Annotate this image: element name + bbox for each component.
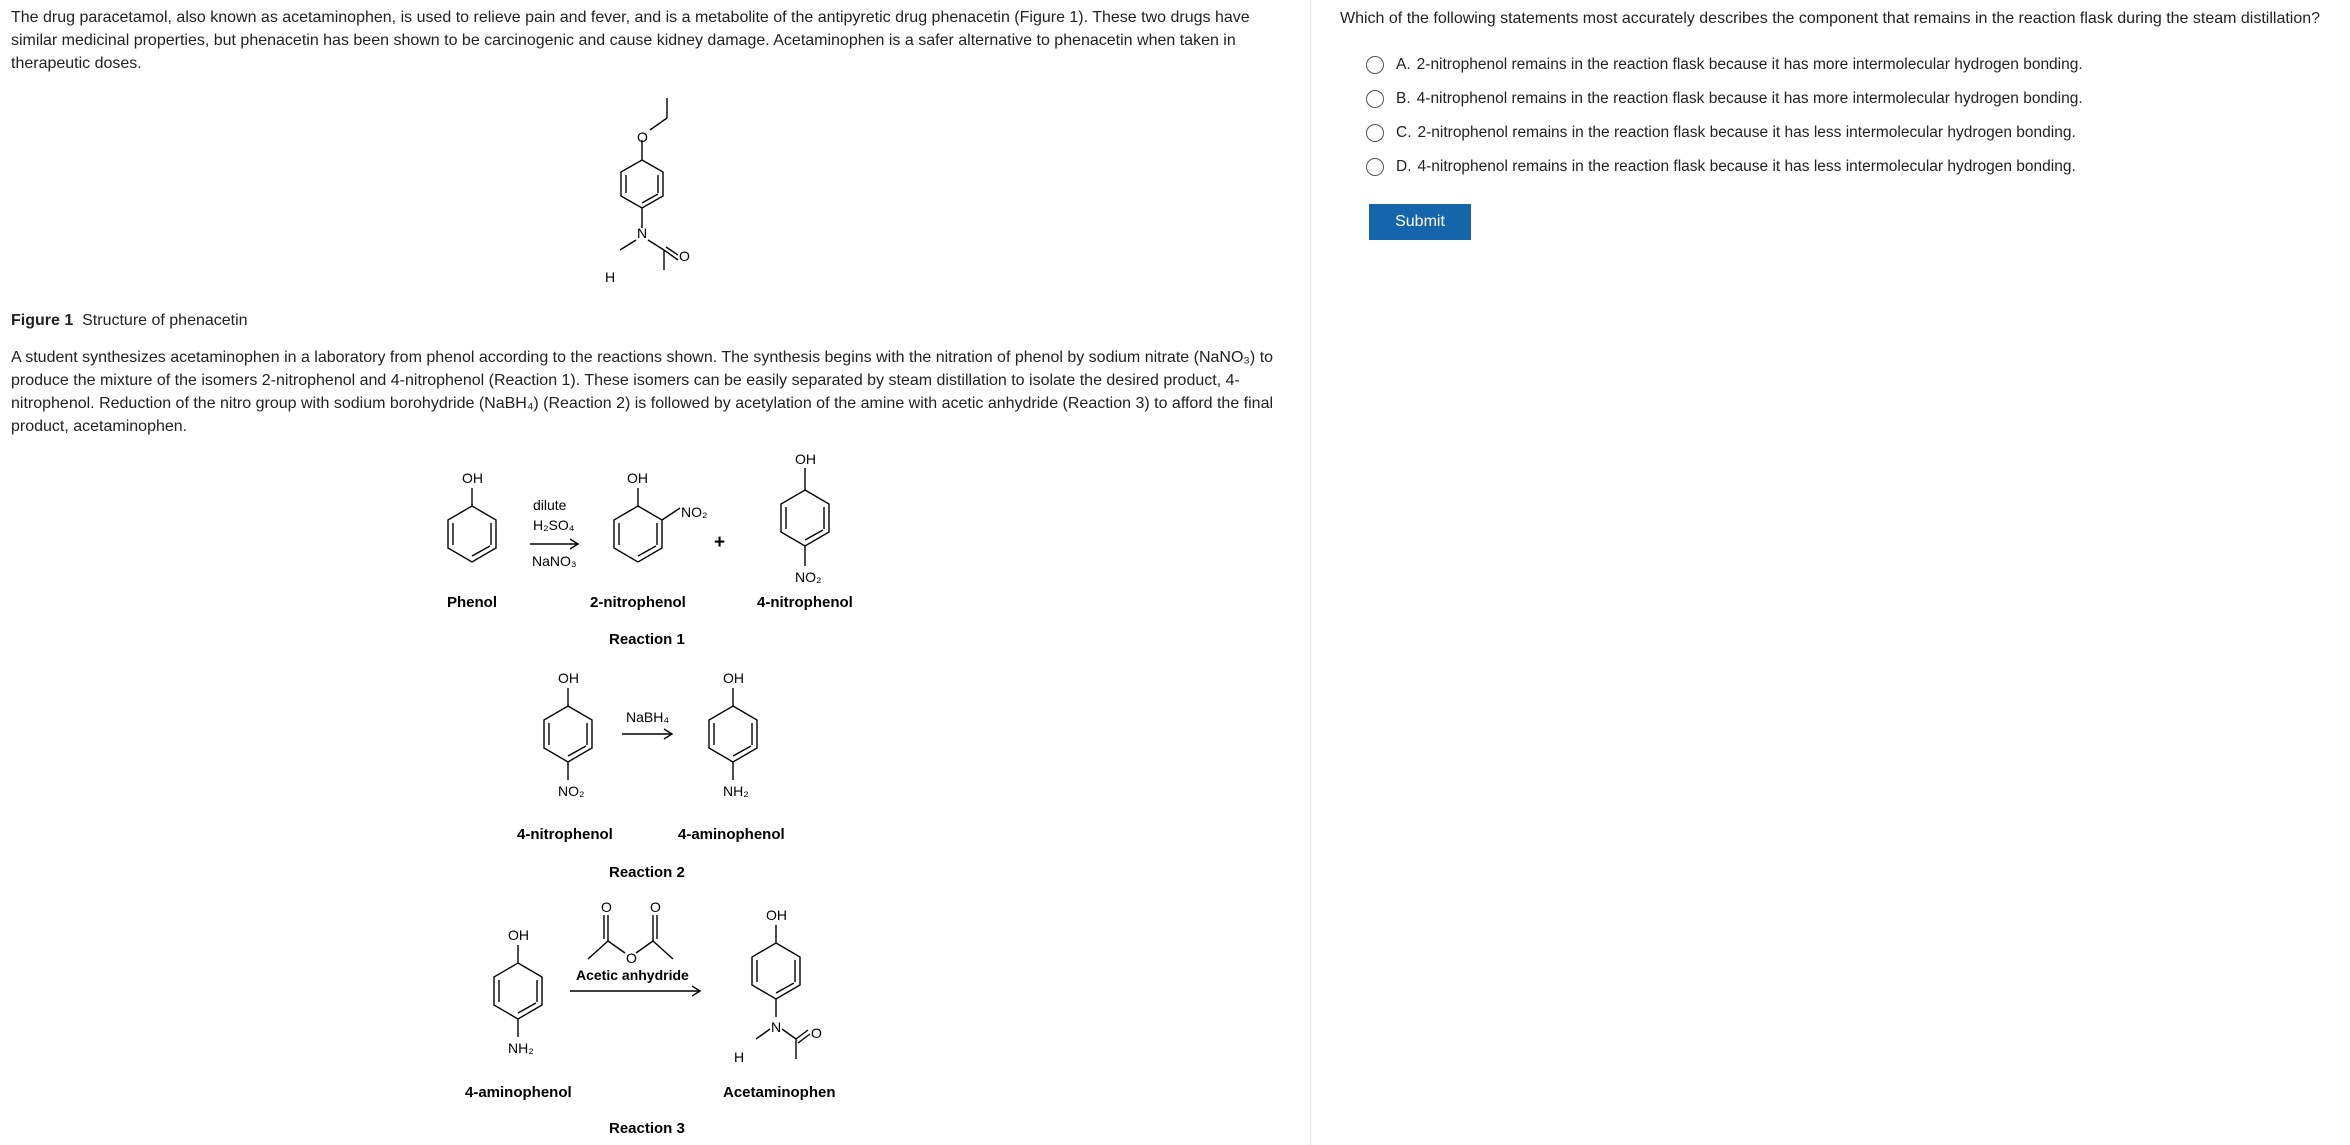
oh-label: OH bbox=[508, 927, 529, 943]
radio-button[interactable] bbox=[1366, 90, 1384, 108]
nh2-label: NH₂ bbox=[508, 1040, 534, 1056]
no2-label: NO₂ bbox=[558, 783, 585, 799]
reaction-1-scheme bbox=[430, 450, 880, 660]
oh-label: OH bbox=[766, 907, 787, 923]
oh-label: OH bbox=[558, 670, 579, 686]
atom-label: H bbox=[605, 269, 616, 285]
intro-line: therapeutic doses. bbox=[11, 55, 142, 72]
compound-name: Acetaminophen bbox=[723, 1084, 836, 1101]
synthesis-line: produce the mixture of the isomers 2-nitrophenol and 4-nitrophenol (Reaction 1). These isomers can be easily separated by steam distillation to isolate the desired product, 4- bbox=[11, 372, 1240, 389]
atom-label: N bbox=[771, 1019, 782, 1035]
figure-label: Figure 1 bbox=[11, 312, 74, 329]
question-text: Which of the following statements most accurately describes the component that remains in the reaction flask during the steam distillation? bbox=[1340, 10, 2321, 27]
reaction-2-scheme bbox=[500, 662, 820, 882]
option-text: 4-nitrophenol remains in the reaction flask because it has less intermolecular hydrogen bonding. bbox=[1417, 158, 2076, 175]
atom-label: O bbox=[626, 950, 637, 966]
nh2-label: NH₂ bbox=[723, 783, 749, 799]
reaction-title: Reaction 1 bbox=[609, 631, 685, 648]
radio-button[interactable] bbox=[1366, 124, 1384, 142]
submit-button[interactable]: Submit bbox=[1369, 204, 1471, 240]
phenacetin-structure bbox=[590, 90, 720, 295]
option-letter: A. bbox=[1396, 56, 1411, 73]
option-letter: D. bbox=[1396, 158, 1412, 175]
compound-name: 2-nitrophenol bbox=[590, 594, 686, 611]
oh-label: OH bbox=[462, 470, 483, 486]
radio-button[interactable] bbox=[1366, 56, 1384, 74]
panel-divider bbox=[1310, 0, 1311, 1145]
answer-option-c[interactable] bbox=[1366, 120, 2076, 146]
reagent-label: NaNO₃ bbox=[532, 553, 577, 569]
atom-label: O bbox=[637, 129, 648, 145]
oh-label: OH bbox=[627, 470, 648, 486]
question-panel bbox=[1340, 0, 2340, 1145]
compound-name: Phenol bbox=[447, 594, 498, 611]
compound-name: 4-nitrophenol bbox=[517, 826, 613, 843]
reaction-title: Reaction 2 bbox=[609, 864, 685, 881]
answer-option-a[interactable] bbox=[1366, 52, 2083, 78]
option-letter: B. bbox=[1396, 90, 1411, 107]
option-text: 4-nitrophenol remains in the reaction flask because it has more intermolecular hydrogen bonding. bbox=[1416, 90, 2083, 107]
oh-label: OH bbox=[795, 451, 816, 467]
reagent-label: Acetic anhydride bbox=[576, 967, 689, 983]
atom-label: O bbox=[650, 899, 661, 915]
reaction-title: Reaction 3 bbox=[609, 1120, 685, 1137]
atom-label: O bbox=[601, 899, 612, 915]
reagent-label: H₂SO₄ bbox=[533, 517, 575, 533]
no2-label: NO₂ bbox=[795, 569, 822, 585]
intro-paragraph bbox=[11, 6, 1293, 75]
reaction-3-scheme bbox=[450, 895, 870, 1145]
atom-label: O bbox=[679, 248, 690, 264]
atom-label: O bbox=[811, 1025, 822, 1041]
synthesis-line: product, acetaminophen. bbox=[11, 418, 188, 435]
option-text: 2-nitrophenol remains in the reaction flask because it has less intermolecular hydrogen bonding. bbox=[1417, 124, 2076, 141]
intro-line: similar medicinal properties, but phenacetin has been shown to be carcinogenic and cause kidney damage. Acetaminophen is a safer alternative to phenacetin when taken in bbox=[11, 32, 1236, 49]
plus-sign: + bbox=[714, 532, 726, 553]
radio-button[interactable] bbox=[1366, 158, 1384, 176]
option-letter: C. bbox=[1396, 124, 1412, 141]
atom-label: N bbox=[637, 225, 648, 241]
compound-name: 4-nitrophenol bbox=[757, 594, 853, 611]
option-text: 2-nitrophenol remains in the reaction flask because it has more intermolecular hydrogen bonding. bbox=[1416, 56, 2083, 73]
reagent-label: NaBH₄ bbox=[626, 709, 670, 725]
compound-name: 4-aminophenol bbox=[465, 1084, 572, 1101]
atom-label: H bbox=[734, 1049, 745, 1065]
figure-caption bbox=[11, 312, 248, 330]
synthesis-line: A student synthesizes acetaminophen in a laboratory from phenol according to the reactions shown. The synthesis begins with the nitration of phenol by sodium nitrate (NaNO₃) to bbox=[11, 349, 1274, 366]
answer-option-b[interactable] bbox=[1366, 86, 2083, 112]
synthesis-line: nitrophenol. Reduction of the nitro group with sodium borohydride (NaBH₄) (Reaction 2) is followed by acetylation of the amine with acetic anhydride (Reaction 3) to afford the final bbox=[11, 395, 1274, 412]
oh-label: OH bbox=[723, 670, 744, 686]
answer-option-d[interactable] bbox=[1366, 154, 2076, 180]
synthesis-paragraph bbox=[11, 346, 1293, 438]
intro-line: The drug paracetamol, also known as acetaminophen, is used to relieve pain and fever, and is a metabolite of the antipyretic drug phenacetin (Figure 1). These two drugs have bbox=[11, 9, 1250, 26]
compound-name: 4-aminophenol bbox=[678, 826, 785, 843]
figure-caption-text: Structure of phenacetin bbox=[82, 312, 248, 329]
no2-label: NO₂ bbox=[681, 504, 708, 520]
reagent-label: dilute bbox=[533, 497, 567, 513]
